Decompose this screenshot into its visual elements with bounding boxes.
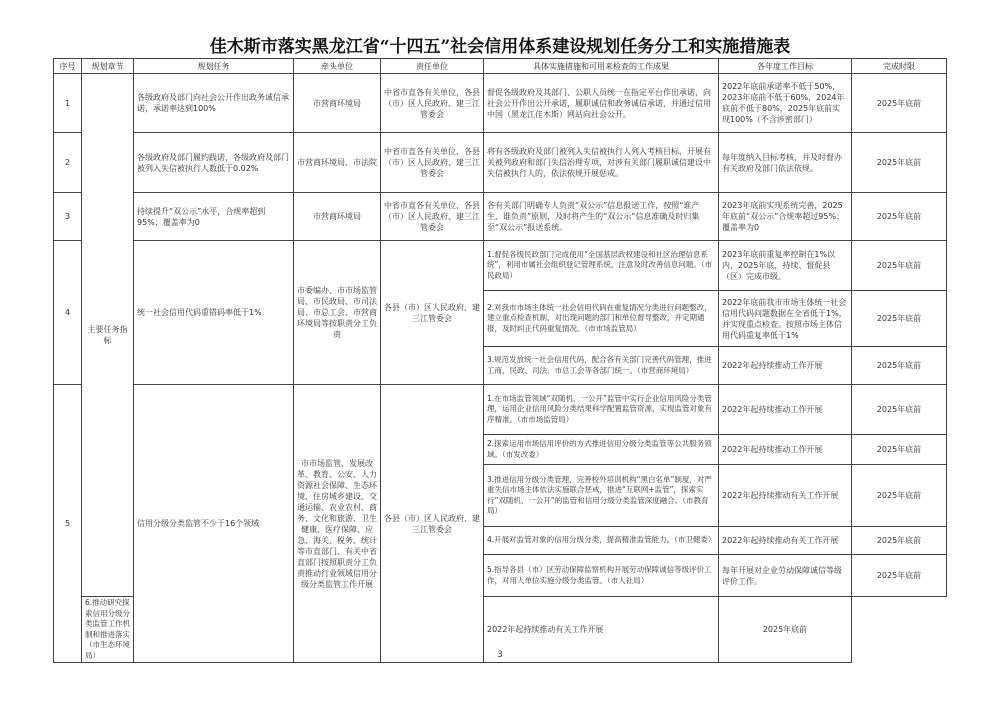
task-cell: 各级政府及部门履约践诺，各级政府及部门被列入失信被执行人数低于0.02%: [134, 133, 294, 193]
task-cell: 信用分级分类监管不少于16个领域: [134, 385, 294, 663]
goal-cell: 2022年起持续推动有关工作开展: [719, 527, 852, 555]
lead-unit-cell: 市营商环境局、市法院: [294, 133, 381, 193]
deadline-cell: 2025年底前: [852, 74, 947, 133]
header-cell: 完成时限: [852, 59, 947, 74]
responsible-unit-cell: 各县（市）区人民政府、建三江管委会: [381, 241, 484, 385]
header-cell: 责任单位: [381, 59, 484, 74]
responsible-unit-cell: 中省市直各有关单位，各县（市）区人民政府、建三江管委会: [381, 193, 484, 241]
deadline-cell: 2025年底前: [852, 435, 947, 465]
row-number: 1: [54, 74, 82, 133]
goal-cell: 2023年底前重复率控制在1%以内，2025年底，持续、督促县（区）完成市级。: [719, 241, 852, 291]
page-number: 3: [497, 650, 503, 660]
measure-cell: 各有关部门明确专人负责“双公示”信息报送工作，按照“谁产生、谁负责”原则，及时将产生的“双公示”信息准确及时归集至“双公示”报送系统。: [484, 193, 719, 241]
responsible-unit-cell: 中省市直各有关单位，各县（市）区人民政府、建三江管委会: [381, 133, 484, 193]
lead-unit-cell: 市营商环境局: [294, 74, 381, 133]
goal-cell: 2022年起持续推动工作开展: [719, 385, 852, 435]
measure-cell: 6.推动研究探索信用分级分类监管工作机制和推进落实（市生态环境局）: [82, 597, 134, 663]
row-number: 5: [54, 385, 82, 663]
measure-cell: 将有各级政府及部门被列入失信被执行人列入考核目标，开展有关被列政府和部门失信治理专项，对涉有关部门履职诚信建设中失信被执行人的，依法依规开展惩戒。: [484, 133, 719, 193]
deadline-cell: 2025年底前: [852, 555, 947, 597]
deadline-cell: 2025年底前: [852, 241, 947, 291]
measure-cell: 5.指导各县（市）区劳动保障监察机构开展劳动保障诚信等级评价工作，对用人单位实施分级分类监管。（市人社局）: [484, 555, 719, 597]
header-cell: 各年度工作目标: [719, 59, 852, 74]
responsible-unit-cell: 各县（市）区人民政府、建三江管委会: [381, 385, 484, 663]
deadline-cell: 2025年底前: [852, 465, 947, 527]
goal-cell: 2022年起持续推动有关工作开展: [719, 465, 852, 527]
goal-cell: 2022年底前我市市场主体统一社会信用代码问题数据在全省低于1%，并实现重点检查。按照市场主体信用代码重复率低于1%: [719, 291, 852, 347]
deadline-cell: 2025年底前: [852, 133, 947, 193]
task-table: [53, 58, 947, 663]
row-number: 2: [54, 133, 82, 193]
goal-cell: 每年开展对企业劳动保障诚信等级评价工作。: [719, 555, 852, 597]
table-row: [54, 74, 947, 133]
lead-unit-cell: 市市场监管、发展改革、教育、公安、人力资源社会保障、生态环境、住房城乡建设、交通运输、农业农村、商务、文化和旅游、卫生健康、医疗保障、应急、海关、税务、统计等市直部门、有关中省直部门按照职责分工负责推动行业领域信用分级分类监管工作开展: [294, 385, 381, 663]
measure-cell: 4.开展对监管对象的信用分级分类，提高精准监管能力。（市卫健委）: [484, 527, 719, 555]
measure-cell: 督促各级政府及其部门、公职人员统一在指定平台作出承诺，向社会公开作出公开承诺，履职诚信和政务诚信承诺，并通过信用中国（黑龙江佳木斯）网站向社会公开。: [484, 74, 719, 133]
goal-cell: 2022年底前承诺率不低于50%，2023年底前不低于60%，2024年底前不低于80%，2025年底前实现100%（不含涉密部门）: [719, 74, 852, 133]
table-row: [54, 241, 947, 291]
goal-cell: 2022年起持续推动工作开展: [719, 347, 852, 385]
header-cell: 序号: [54, 59, 82, 74]
row-number: 4: [54, 241, 82, 385]
header-cell: 规划章节: [82, 59, 134, 74]
lead-unit-cell: 市委编办、市市场监管局、市民政局、市司法局、市总工会、市营商环境局等按职责分工负责: [294, 241, 381, 385]
deadline-cell: 2025年底前: [719, 597, 852, 663]
header-cell: 规划任务: [134, 59, 294, 74]
deadline-cell: 2025年底前: [852, 347, 947, 385]
deadline-cell: 2025年底前: [852, 291, 947, 347]
task-cell: 各级政府及部门向社会公开作出政务诚信承诺，承诺率达到100%: [134, 74, 294, 133]
measure-cell: 1.在市场监管领域“双随机、一公开”监管中实行企业信用风险分类管理，运用企业信用风险分类结果科学配置监管资源，实现监管对象有序精准。（市市场监管局）: [484, 385, 719, 435]
header-cell: 牵头单位: [294, 59, 381, 74]
row-number: 3: [54, 193, 82, 241]
measure-cell: 2.探索运用市场信用评价的方式推进信用分级分类监管等公共服务领域。（市发改委）: [484, 435, 719, 465]
table-row: [54, 133, 947, 193]
measure-cell: 1.督促各级民政部门完成使用“全国基层政权建设和社区治理信息系统”，利用市属社会组织登记管理系统，注意及时改善信息问题。（市民政局）: [484, 241, 719, 291]
lead-unit-cell: 市营商环境局: [294, 193, 381, 241]
task-cell: 统一社会信用代码重错码率低于1%: [134, 241, 294, 385]
table-row: [54, 193, 947, 241]
chapter-cell: 主要任务指标: [82, 74, 134, 597]
goal-cell: 2023年底前实现系统完善，2025年底前“双公示”合规率超过95%；覆盖率为0: [719, 193, 852, 241]
measure-cell: 3.推进信用分级分类管理，完善校外培训机构“黑白名单”制度，对严重失信市场主体依法实施联合惩戒，推进“互联网+监管”，探索实行“双随机、一公开”的监管和信用分级分类监管深度融合。（市教育局）: [484, 465, 719, 527]
deadline-cell: 2025年底前: [852, 193, 947, 241]
header-row: [54, 59, 947, 74]
goal-cell: 2022年起持续推动工作开展: [719, 435, 852, 465]
responsible-unit-cell: 中省市直各有关单位，各县（市）区人民政府、建三江管委会: [381, 74, 484, 133]
page-title: 佳木斯市落实黑龙江省“十四五”社会信用体系建设规划任务分工和实施措施表: [209, 37, 791, 57]
deadline-cell: 2025年底前: [852, 527, 947, 555]
goal-cell: 2022年起持续推动有关工作开展: [484, 597, 719, 663]
goal-cell: 每年度纳入目标考核，并及时督办有关政府及部门依法依规。: [719, 133, 852, 193]
measure-cell: 2.对我市市场主体统一社会信用代码在重复情况分类进行问题整改，建立重点检查机制，对出现问题的部门和单位督导整改，并定期通报，及时纠正代码重复情况。（市市场监管局）: [484, 291, 719, 347]
header-cell: 具体实施措施和可用来检查的工作成果: [484, 59, 719, 74]
table-row: [54, 385, 947, 435]
measure-cell: 3.规范发放统一社会信用代码，配合各有关部门完善代码管理，推进工商、民政、司法、市总工会等各部门统一。（市营商环境局）: [484, 347, 719, 385]
deadline-cell: 2025年底前: [852, 385, 947, 435]
task-cell: 持续提升“双公示”水平，合规率超到95%；覆盖率为0: [134, 193, 294, 241]
